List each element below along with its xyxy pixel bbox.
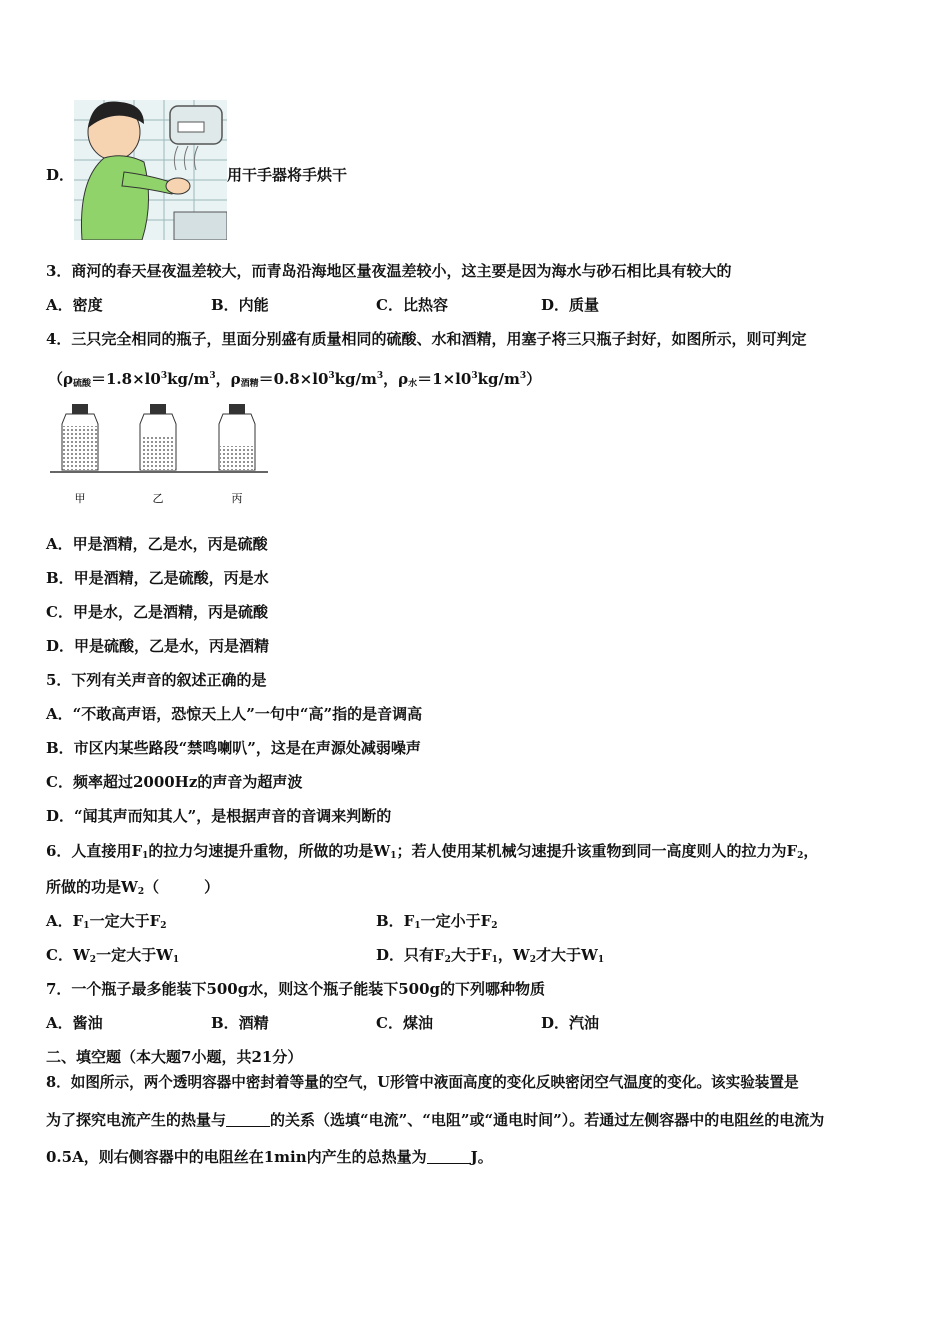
q3-option-b: B．内能 <box>211 296 269 314</box>
q4-option-b: B．甲是酒精，乙是硫酸，丙是水 <box>46 569 269 587</box>
q6-option-a: A．$F_1$一定大于$F_2$ <box>46 912 167 931</box>
q3-option-d: D．质量 <box>541 296 600 314</box>
q5-option-b: B．市区内某些路段“禁鸣喇叭”，这是在声源处减弱噪声 <box>46 739 421 757</box>
q7-option-b: B．酒精 <box>211 1014 269 1032</box>
q5-option-d: D．“闻其声而知其人”，是根据声音的音调来判断的 <box>46 807 392 825</box>
q6-option-b: B．$F_1$一定小于$F_2$ <box>376 912 498 931</box>
q7-option-c: C．煤油 <box>376 1014 433 1032</box>
bottle-label-jia: 甲 <box>74 492 86 505</box>
q6-option-d: D．只有$F_2$大于$F_1$，$W_2$才大于$W_1$ <box>376 946 605 965</box>
q7-option-a: A．酱油 <box>46 1014 103 1032</box>
section-2-heading: 二、填空题（本大题7小题，共21分） <box>46 1048 303 1066</box>
q5-option-a: A．“不敢高声语，恐惊天上人”一句中“高”指的是音调高 <box>46 705 423 723</box>
bottle-bing <box>219 404 255 470</box>
q8-line1: 8．如图所示，两个透明容器中密封着等量的空气，U形管中液面高度的变化反映密闭空气温度的变化。该实验装置是 <box>46 1074 799 1091</box>
bottle-label-yi: 乙 <box>152 492 164 505</box>
q4-stem: 4．三只完全相同的瓶子，里面分别盛有质量相同的硫酸、水和酒精，用塞子将三只瓶子封好，如图所示，则可判定 <box>46 330 807 348</box>
q3-stem: 3．商河的春天昼夜温差较大，而青岛沿海地区量夜温差较小，这主要是因为海水与砂石相比具有较大的 <box>46 262 732 280</box>
q8-line2: 为了探究电流产生的热量与 的关系（选填“电流”、“电阻”或“通电时间”）。若通过左侧容器中的电阻丝的电流为 <box>46 1111 825 1129</box>
q7-option-d: D．汽油 <box>541 1014 600 1032</box>
bottle-yi <box>140 404 176 470</box>
q7-stem: 7．一个瓶子最多能装下500g水，则这个瓶子能装下500g的下列哪种物质 <box>46 980 546 998</box>
bottle-jia <box>62 404 98 470</box>
q4-option-a: A．甲是酒精，乙是水，丙是硫酸 <box>46 535 268 553</box>
q6-stem-line2: 所做的功是$W_2$（ ） <box>46 878 220 897</box>
q3-option-a: A．密度 <box>46 296 103 314</box>
q8-blank-1[interactable] <box>226 1112 270 1127</box>
q4-option-c: C．甲是水，乙是酒精，丙是硫酸 <box>46 603 268 621</box>
q6-stem-line1: 6．人直接用$F_1$的拉力匀速提升重物，所做的功是$W_1$；若人使用某机械匀速提升该重物到同一高度则人的拉力为$F_2$， <box>46 842 819 861</box>
q4-density-values: （$\rho_{硫酸}=1.8\times l0^3kg/m^3$，$\rho_{酒精}=0.8\times l0^3kg/m^3$，$\rho_水=1\times l0^3kg/m^3$） <box>48 370 542 389</box>
q2-option-d-text: 用干手器将手烘干 <box>227 166 348 184</box>
bottle-label-bing: 丙 <box>231 492 243 505</box>
q5-stem: 5．下列有关声音的叙述正确的是 <box>46 671 267 689</box>
q8-blank-2[interactable] <box>427 1149 471 1164</box>
q4-option-d: D．甲是硫酸，乙是水，丙是酒精 <box>46 637 270 655</box>
three-bottles-figure <box>46 396 272 509</box>
q3-option-c: C．比热容 <box>376 296 448 314</box>
q6-option-c: C．$W_2$一定大于$W_1$ <box>46 946 180 965</box>
q2-option-d-label: D． <box>46 166 75 184</box>
q8-line3: 0.5A，则右侧容器中的电阻丝在1min内产生的总热量为 J。 <box>46 1148 493 1166</box>
hand-dryer-illustration <box>74 100 227 240</box>
q5-option-c: C．频率超过2000Hz的声音为超声波 <box>46 773 303 791</box>
